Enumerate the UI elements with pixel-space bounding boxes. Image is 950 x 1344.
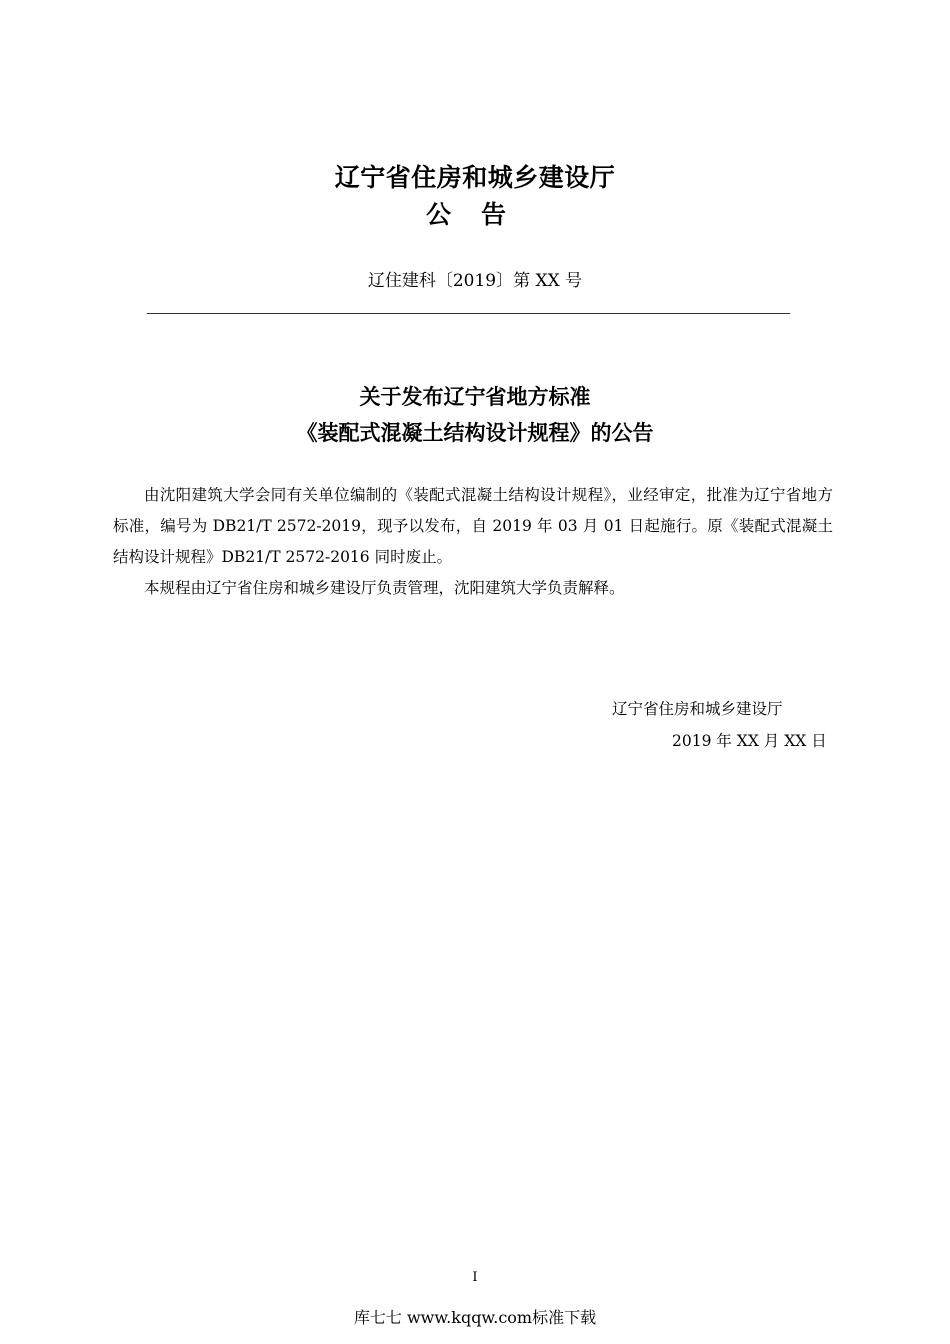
body-paragraph-2: 本规程由辽宁省住房和城乡建设厅负责管理，沈阳建筑大学负责解释。 xyxy=(144,579,625,597)
body-paragraph-1: 由沈阳建筑大学会同有关单位编制的《装配式混凝土结构设计规程》，业经审定，批准为辽宁省地方标准，编号为 DB21/T 2572-2019，现予以发布，自 2019 年 03 月 01 日起施行。原《装配式混凝土结构设计规程》DB21/T 2572-2016 同时废止。 xyxy=(113,486,833,566)
announcement-title-line-1: 关于发布辽宁省地方标准 xyxy=(359,385,591,409)
document-number: 辽住建科〔2019〕第 XX 号 xyxy=(367,271,583,291)
watermark-footer: 库七七 www.kqqw.com标准下载 xyxy=(353,1308,597,1327)
announcement-title-line-2: 《装配式混凝土结构设计规程》的公告 xyxy=(296,421,654,445)
page-number: I xyxy=(472,1270,478,1285)
issuer-heading: 辽宁省住房和城乡建设厅 xyxy=(334,163,616,192)
signature-date: 2019 年 XX 月 XX 日 xyxy=(672,732,827,750)
header-divider xyxy=(147,313,790,314)
signature-organization: 辽宁省住房和城乡建设厅 xyxy=(612,700,783,718)
document-type-heading: 公告 xyxy=(425,200,536,229)
announcement-body xyxy=(113,480,833,604)
